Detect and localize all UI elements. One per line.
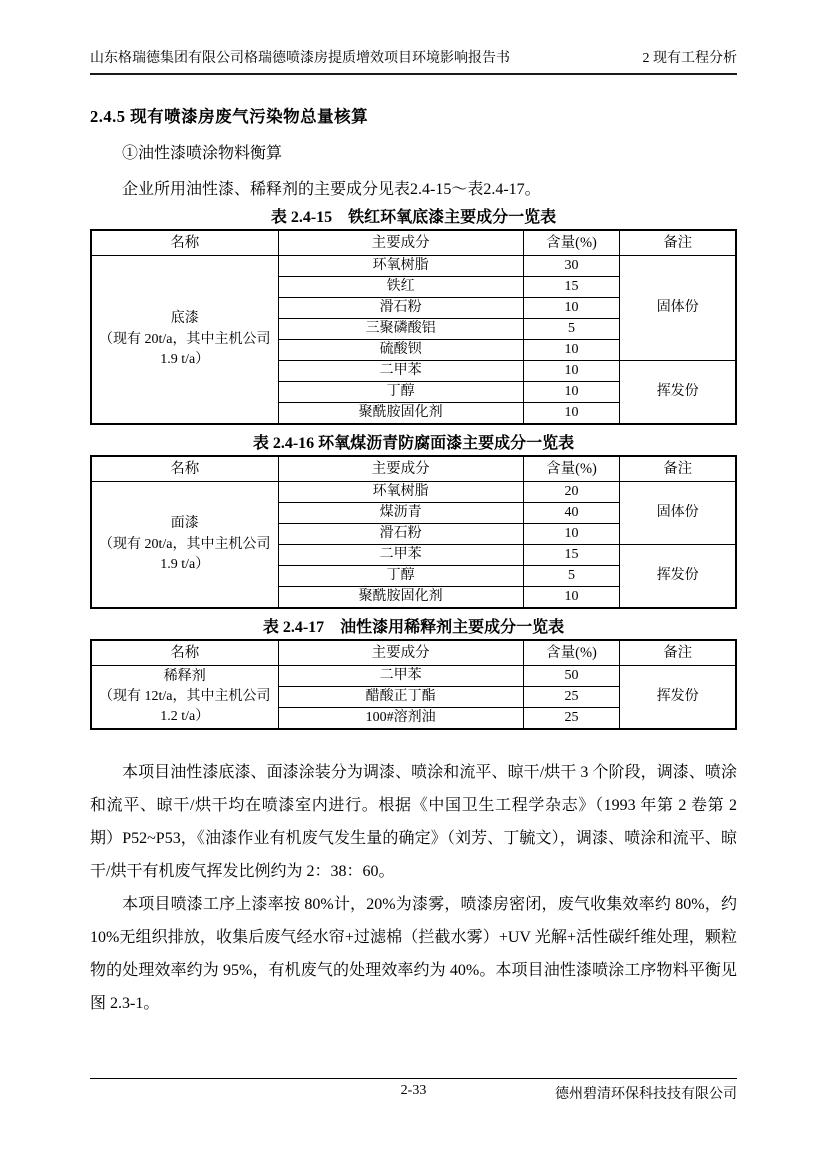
component-cell: 滑石粉 [278, 524, 523, 545]
content-cell: 40 [523, 503, 620, 524]
component-cell: 100#溶剂油 [278, 708, 523, 730]
intro-paragraph: 企业所用油性漆、稀释剂的主要成分见表2.4-15～表2.4-17。 [122, 181, 541, 199]
footer-page-number: 2-33 [400, 1083, 427, 1098]
table-1-head [91, 230, 736, 256]
content-cell: 5 [523, 319, 620, 340]
content-cell: 10 [523, 340, 620, 361]
content-cell: 10 [523, 587, 620, 609]
name-line-0: 面漆 [170, 516, 199, 532]
component-cell: 铁红 [278, 277, 523, 298]
table-3-title: 表 2.4-17 油性漆用稀释剂主要成分一览表 [262, 619, 565, 637]
content-cell: 15 [523, 545, 620, 566]
component-cell: 滑石粉 [278, 298, 523, 319]
section-heading: 2.4.5 现有喷漆房废气污染物总量核算 [90, 107, 369, 127]
table-row [91, 256, 736, 277]
column-header-1: 主要成分 [278, 640, 523, 666]
body-paragraph-2: 本项目喷漆工序上漆率按 80%计，20%为漆雾，喷漆房密闭，废气收集效率约 80%，约 10%无组织排放，收集后废气经水帘+过滤棉（拦截水雾）+UV 光解+活性碳纤维处理，颗粒物的处理效率约为 95%，有机废气的处理效率约为 40%。本项目油性漆喷涂工序物料平衡见图 2.3-1。 [90, 896, 737, 1013]
content-cell: 10 [523, 524, 620, 545]
component-cell: 醋酸正丁酯 [278, 687, 523, 708]
header-chapter-title: 2 现有工程分析 [642, 51, 737, 66]
name-line-1: （现有 12t/a，其中主机公司 1.2 t/a） [99, 689, 271, 725]
content-cell: 10 [523, 403, 620, 425]
page-footer [90, 1078, 737, 1107]
name-cell [91, 482, 278, 609]
component-cell: 三聚磷酸铝 [278, 319, 523, 340]
content-cell: 50 [523, 666, 620, 687]
table-3-head [91, 640, 736, 666]
subsection-heading: ①油性漆喷涂物料衡算 [122, 145, 283, 163]
column-header-3: 备注 [620, 230, 736, 256]
remark-cell: 固体份 [620, 256, 736, 361]
table-1-title: 表 2.4-15 铁红环氧底漆主要成分一览表 [270, 209, 557, 227]
table-2-head [91, 456, 736, 482]
column-header-3: 备注 [620, 640, 736, 666]
tables-root [90, 204, 737, 730]
remark-cell: 挥发份 [620, 545, 736, 609]
table-2-title: 表 2.4-16 环氧煤沥青防腐面漆主要成分一览表 [252, 435, 575, 453]
component-cell: 环氧树脂 [278, 256, 523, 277]
component-cell: 丁醇 [278, 566, 523, 587]
table-1 [90, 229, 737, 425]
component-cell: 二甲苯 [278, 545, 523, 566]
table-1-body [91, 256, 736, 425]
name-line-1: （现有 20t/a，其中主机公司 1.9 t/a） [99, 331, 271, 367]
content-cell: 10 [523, 361, 620, 382]
component-cell: 聚酰胺固化剂 [278, 403, 523, 425]
content-cell: 15 [523, 277, 620, 298]
content-cell: 30 [523, 256, 620, 277]
component-cell: 煤沥青 [278, 503, 523, 524]
column-header-1: 主要成分 [278, 456, 523, 482]
document-body [90, 103, 737, 1020]
column-header-3: 备注 [620, 456, 736, 482]
body-paragraph-1: 本项目油性漆底漆、面漆涂装分为调漆、喷涂和流平、晾干/烘干 3 个阶段，调漆、喷涂和流平、晾干/烘干均在喷漆室内进行。根据《中国卫生工程学杂志》（1993 年第 2 卷第 2 期）P52~P53，《油漆作业有机废气发生量的确定》（刘芳、丁毓文），调漆、喷涂和流平、晾干/烘干有机废气挥发比例约为 2：38：60。 [90, 764, 737, 881]
footer-company-name: 德州碧清环保科技技有限公司 [555, 1087, 737, 1102]
table-header-row [91, 456, 736, 482]
table-3-body [91, 666, 736, 730]
column-header-0: 名称 [91, 640, 278, 666]
table-2-body [91, 482, 736, 609]
remark-cell: 挥发份 [620, 361, 736, 425]
name-cell [91, 666, 278, 730]
component-cell: 聚酰胺固化剂 [278, 587, 523, 609]
name-line-1: （现有 20t/a，其中主机公司 1.9 t/a） [99, 536, 271, 572]
remark-cell: 固体份 [620, 482, 736, 545]
column-header-0: 名称 [91, 230, 278, 256]
component-cell: 环氧树脂 [278, 482, 523, 503]
table-3 [90, 639, 737, 730]
header-report-title: 山东格瑞德集团有限公司格瑞德喷漆房提质增效项目环境影响报告书 [90, 51, 510, 66]
component-cell: 硫酸钡 [278, 340, 523, 361]
table-2 [90, 455, 737, 609]
content-cell: 5 [523, 566, 620, 587]
column-header-2: 含量(%) [523, 230, 620, 256]
content-cell: 25 [523, 687, 620, 708]
component-cell: 二甲苯 [278, 361, 523, 382]
content-cell: 10 [523, 298, 620, 319]
page-header [90, 50, 737, 75]
name-line-0: 稀释剂 [163, 668, 206, 684]
component-cell: 二甲苯 [278, 666, 523, 687]
column-header-1: 主要成分 [278, 230, 523, 256]
component-cell: 丁醇 [278, 382, 523, 403]
content-cell: 20 [523, 482, 620, 503]
table-header-row [91, 230, 736, 256]
table-header-row [91, 640, 736, 666]
column-header-0: 名称 [91, 456, 278, 482]
name-cell [91, 256, 278, 425]
table-row [91, 482, 736, 503]
name-line-0: 底漆 [170, 311, 199, 327]
remark-cell: 挥发份 [620, 666, 736, 730]
column-header-2: 含量(%) [523, 456, 620, 482]
content-cell: 25 [523, 708, 620, 730]
column-header-2: 含量(%) [523, 640, 620, 666]
table-row [91, 666, 736, 687]
content-cell: 10 [523, 382, 620, 403]
